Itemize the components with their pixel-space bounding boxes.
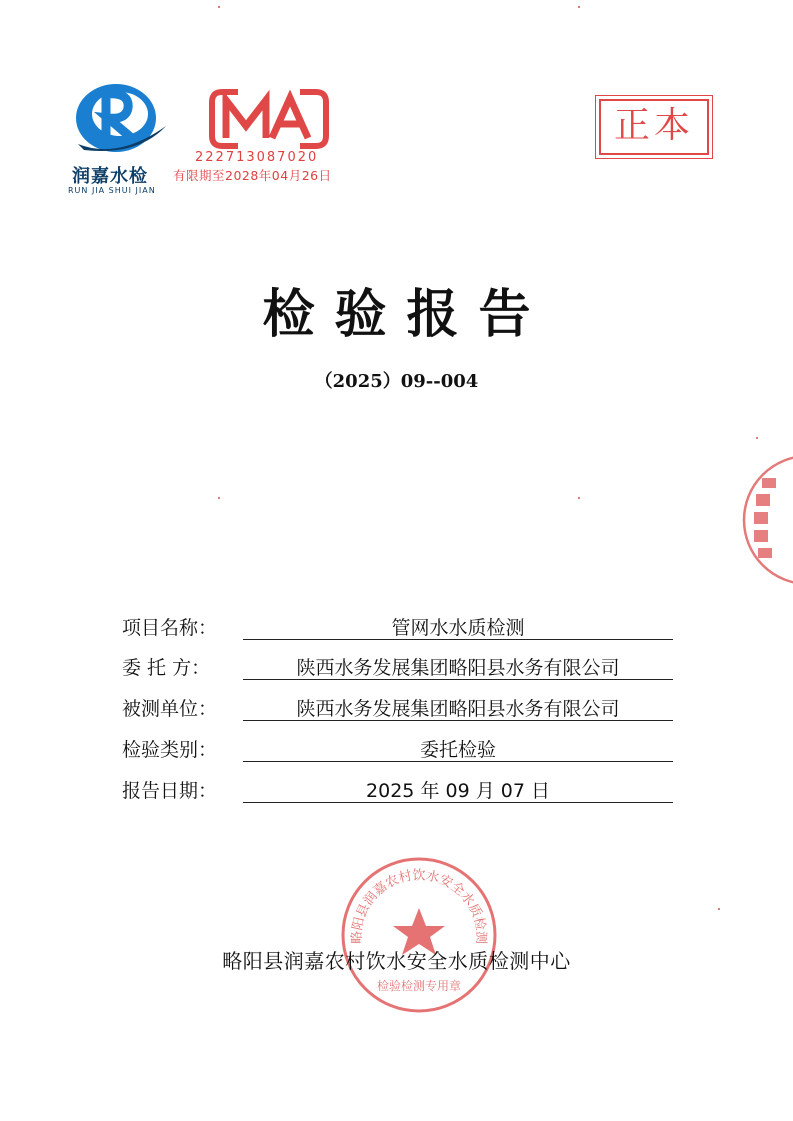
info-label: 被测单位： — [122, 698, 218, 720]
seal-bottom-text: 检验检测专用章 — [376, 979, 462, 993]
info-row-client — [122, 653, 682, 681]
scan-speck — [578, 497, 580, 499]
seal-icon — [340, 856, 498, 1014]
scan-speck — [578, 6, 580, 8]
scan-speck — [218, 497, 220, 499]
report-number: （2025）09--004 — [314, 371, 479, 392]
cma-validity: 有限期至2028年04月26日 — [173, 168, 332, 183]
info-label: 项目名称： — [122, 617, 218, 639]
document-title: 检验报告 — [262, 285, 551, 345]
info-label: 检验类别： — [122, 739, 218, 761]
info-value: 陕西水务发展集团略阳县水务有限公司 — [296, 698, 620, 720]
info-value: 委托检验 — [419, 739, 496, 761]
issuing-organization: 略阳县润嘉农村饮水安全水质检测中心 — [222, 949, 571, 973]
info-value-line — [243, 735, 673, 762]
info-row-report-date — [122, 776, 682, 804]
official-seal — [340, 856, 498, 1014]
original-copy-stamp — [599, 99, 709, 155]
logo-brand-name: 润嘉水检 — [72, 166, 148, 187]
cma-mark — [208, 88, 330, 150]
info-label: 报告日期： — [122, 780, 218, 802]
edge-seal-partial — [740, 450, 793, 590]
info-row-inspection-type — [122, 735, 682, 763]
logo-brand-pinyin: RUN JIA SHUI JIAN — [68, 186, 156, 195]
original-copy-label: 正本 — [613, 105, 694, 146]
info-value-line — [243, 776, 673, 803]
info-value-line — [243, 613, 673, 640]
company-logo — [68, 76, 178, 196]
info-row-project — [122, 613, 682, 641]
info-value: 管网水水质检测 — [391, 617, 525, 639]
logo-mark-icon — [68, 76, 178, 162]
info-value: 陕西水务发展集团略阳县水务有限公司 — [296, 657, 620, 679]
cma-certificate-number: 222713087020 — [195, 150, 319, 165]
info-value-line — [243, 694, 673, 721]
info-row-tested-unit — [122, 694, 682, 722]
info-label: 委 托 方： — [122, 657, 211, 679]
partial-seal-icon — [740, 450, 793, 590]
seal-ring-text: 略阳县润嘉农村饮水安全水质检测 — [349, 868, 489, 945]
scan-speck — [718, 908, 720, 910]
info-value-line — [243, 653, 673, 680]
info-value: 2025 年 09 月 07 日 — [366, 780, 550, 802]
scan-speck — [218, 6, 220, 8]
cma-logo-icon — [208, 88, 330, 150]
scan-speck — [756, 437, 758, 439]
